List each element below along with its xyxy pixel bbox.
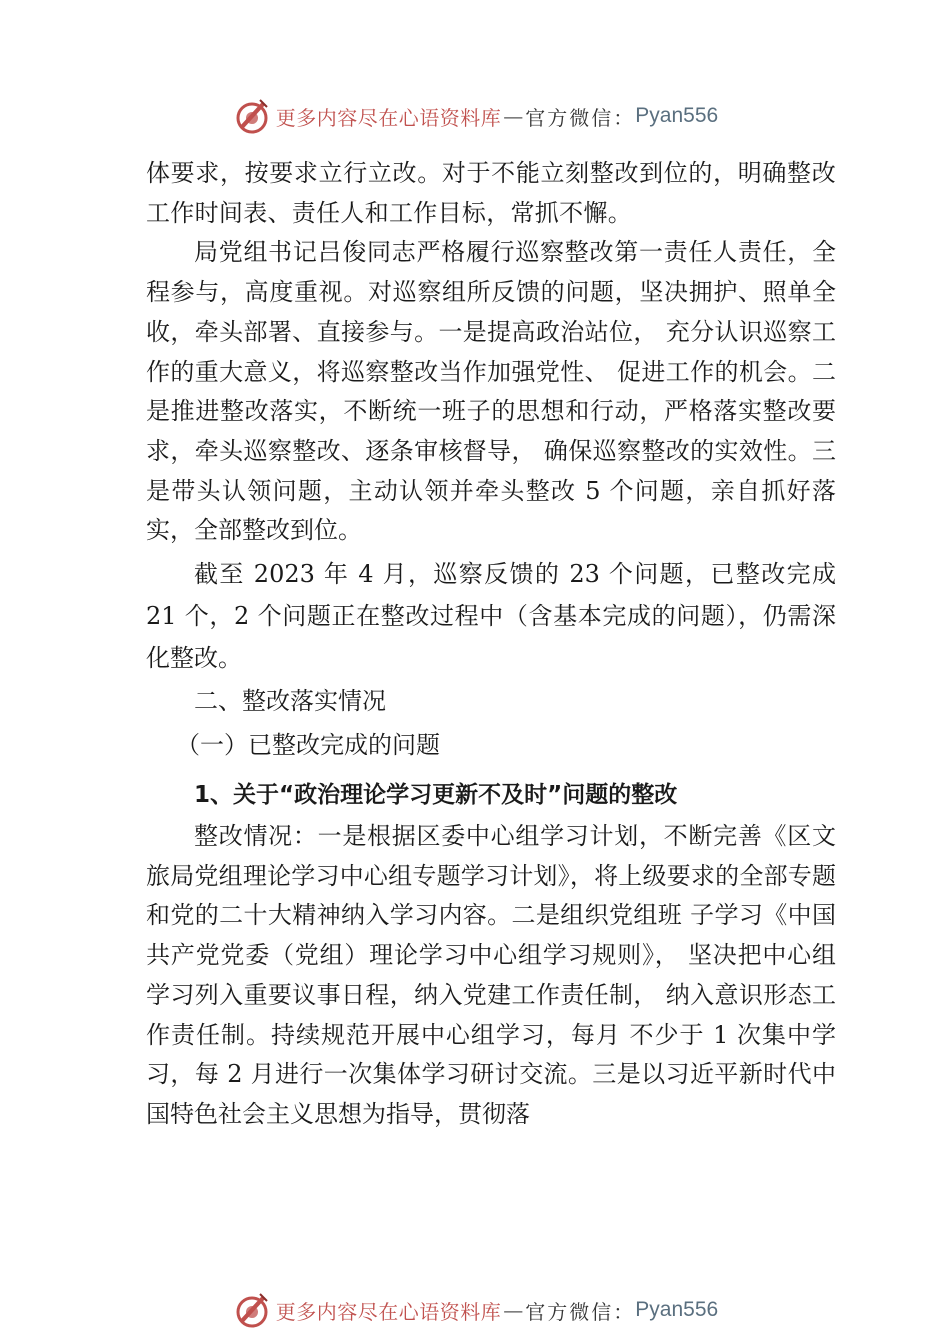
wechat-label: 官方微信：	[525, 105, 636, 130]
brand-logo-icon	[232, 1290, 272, 1330]
banner-dash: —	[503, 1298, 524, 1322]
brand-logo-icon	[232, 96, 272, 136]
paragraph-progress-status: 截至 2023 年 4 月，巡察反馈的 23 个问题，已整改完成 21 个，2 个问题正在整改过程中（含基本完成的问题），仍需深化整改。	[146, 560, 836, 673]
wechat-id: Pyan556	[635, 1298, 719, 1321]
wechat-id: Pyan556	[635, 104, 719, 127]
section-heading: 二、整改落实情况	[194, 687, 386, 716]
footer-banner	[0, 1286, 950, 1334]
paragraph-rectification-details: 整改情况：一是根据区委中心组学习计划，不断完善《区文旅局党组理论学习中心组专题学习计划》，将上级要求的全部专题和党的二十大精神纳入学习内容。二是组织党组班 子学习《中国共产党党委（党组）理论学习中心组学习规则》， 坚决把中心组学习列入重要议事日程，纳入党建工作责任制， 纳入意识形态工作责任制。持续规范开展中心组学习，每月 不少于 1 次集中学习，每 2 月进行一次集体学习研讨交流。三是以习近平新时代中国特色社会主义思想为指导，贯彻落	[146, 822, 836, 1128]
paragraph-secretary-responsibility: 局党组书记吕俊同志严格履行巡察整改第一责任人责任，全程参与，高度重视。对巡察组所反馈的问题，坚决拥护、照单全收，牵头部署、直接参与。一是提高政治站位， 充分认识巡察工作的重大意义，将巡察整改当作加强党性、 促进工作的机会。二是推进整改落实，不断统一班子的思想和行动，严格落实整改要求，牵头巡察整改、逐条审核督导， 确保巡察整改的实效性。三是带头认领问题，主动认领并牵头整改 5 个问题，亲自抓好落实，全部整改到位。	[146, 238, 836, 545]
item-heading: 1、关于“政治理论学习更新不及时”问题的整改	[194, 782, 678, 809]
brand-text: 更多内容尽在心语资料库	[275, 1299, 502, 1324]
subsection-heading: （一）已整改完成的问题	[176, 731, 440, 760]
brand-text: 更多内容尽在心语资料库	[275, 105, 502, 130]
banner-dash: —	[503, 104, 524, 128]
wechat-label: 官方微信：	[525, 1299, 636, 1324]
header-banner	[0, 92, 950, 140]
document-body	[146, 154, 836, 1135]
paragraph-continuation: 体要求，按要求立行立改。对于不能立刻整改到位的，明确整改工作时间表、责任人和工作目标，常抓不懈。	[146, 159, 836, 227]
